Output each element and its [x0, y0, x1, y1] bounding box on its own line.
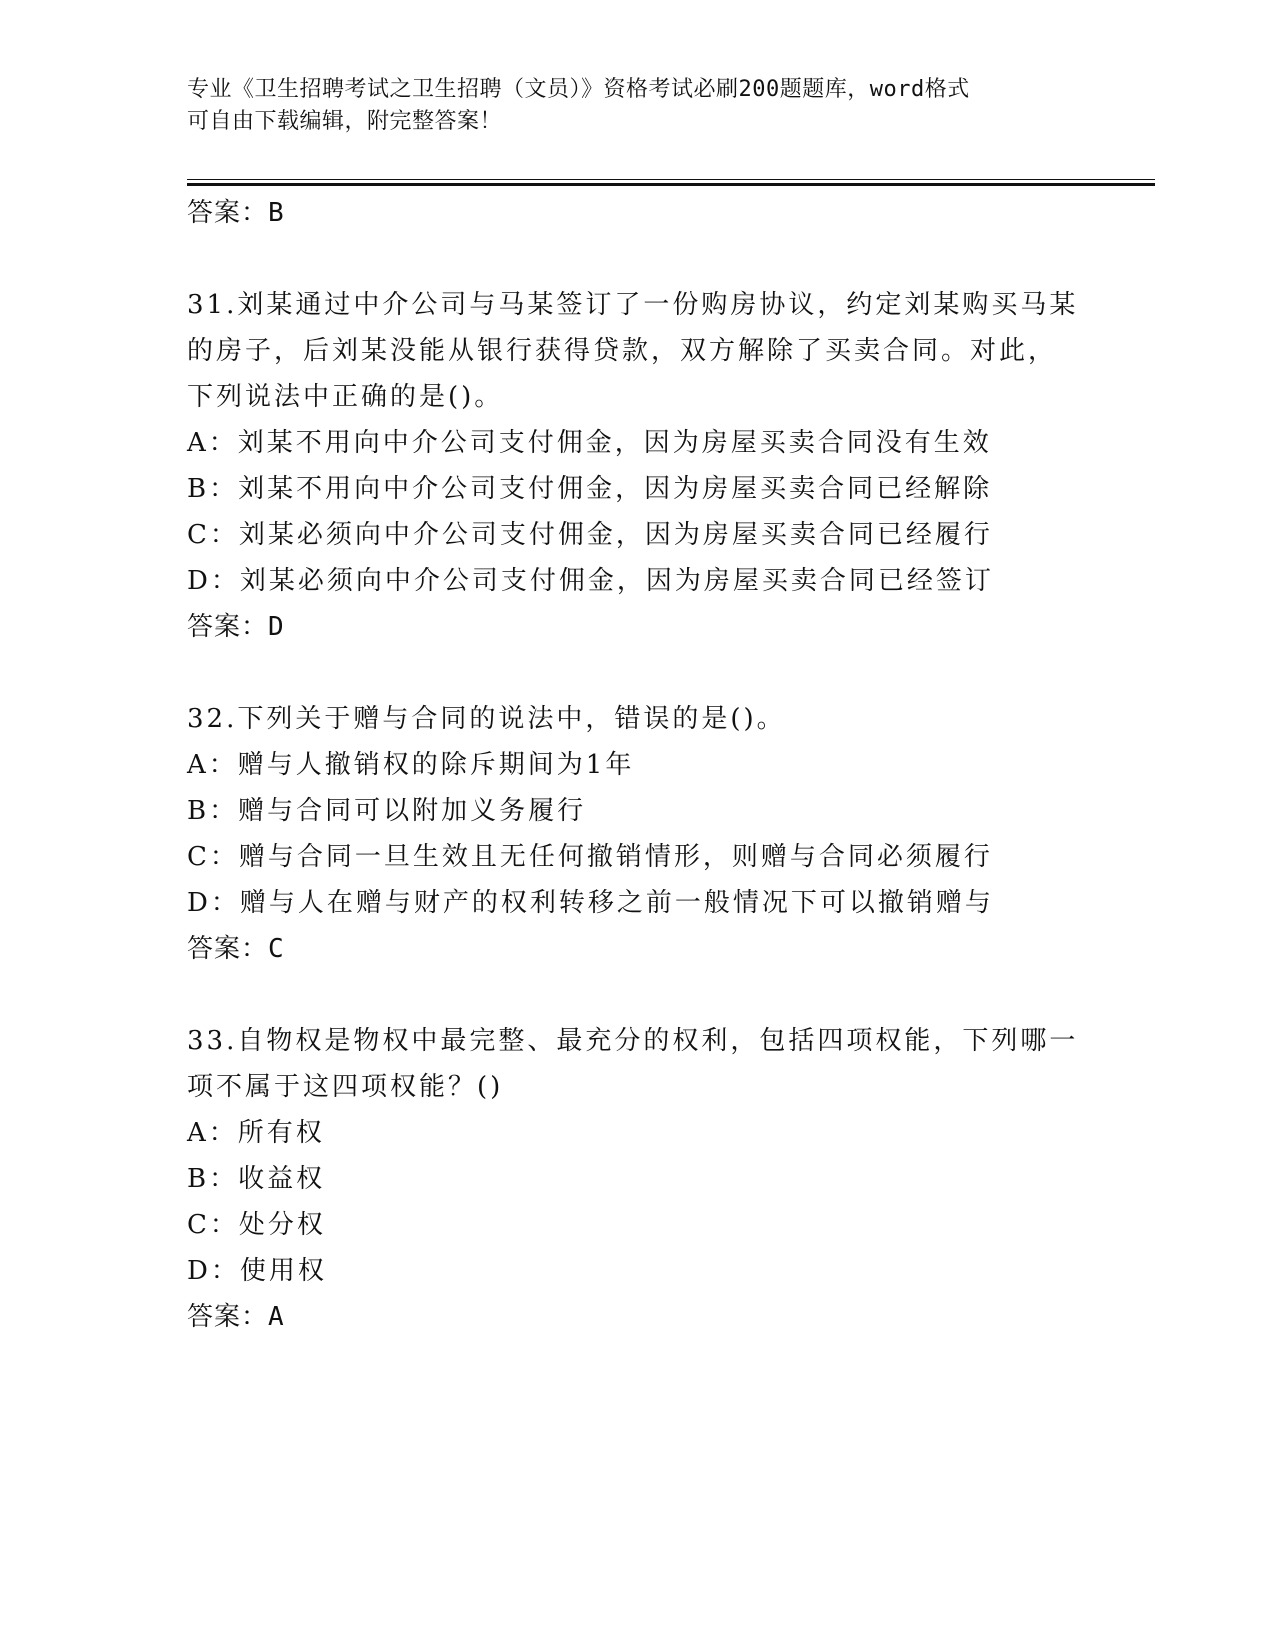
option-a: A：刘某不用向中介公司支付佣金，因为房屋买卖合同没有生效	[187, 428, 992, 458]
question-text-line: 项不属于这四项权能？()	[187, 1072, 504, 1102]
option-b: B：赠与合同可以附加义务履行	[187, 796, 587, 826]
option-c: C：处分权	[187, 1210, 326, 1240]
question-text-line: 的房子，后刘某没能从银行获得贷款，双方解除了买卖合同。对此，	[187, 336, 1058, 366]
question-text-line: 33.自物权是物权中最完整、最充分的权利，包括四项权能，下列哪一	[187, 1026, 1079, 1056]
header-divider-thin	[187, 179, 1155, 180]
document-header	[187, 74, 1087, 138]
header-divider-thick	[187, 183, 1155, 186]
answer-line: 答案：D	[187, 612, 285, 642]
question-31	[187, 282, 1087, 650]
option-a: A：赠与人撤销权的除斥期间为1年	[187, 750, 635, 780]
question-text-line: 31.刘某通过中介公司与马某签订了一份购房协议，约定刘某购买马某	[187, 290, 1079, 320]
question-text-line: 32.下列关于赠与合同的说法中，错误的是()。	[187, 704, 786, 734]
option-d: D：赠与人在赠与财产的权利转移之前一般情况下可以撤销赠与	[187, 888, 994, 918]
document-body	[187, 190, 1087, 1340]
previous-answer: 答案：B	[187, 198, 285, 228]
answer-line: 答案：C	[187, 934, 285, 964]
option-a: A：所有权	[187, 1118, 325, 1148]
option-c: C：赠与合同一旦生效且无任何撤销情形，则赠与合同必须履行	[187, 842, 993, 872]
option-b: B：刘某不用向中介公司支付佣金，因为房屋买卖合同已经解除	[187, 474, 993, 504]
question-text-line: 下列说法中正确的是()。	[187, 382, 504, 412]
question-33	[187, 1018, 1087, 1340]
option-c: C：刘某必须向中介公司支付佣金，因为房屋买卖合同已经履行	[187, 520, 993, 550]
header-line-2: 可自由下载编辑，附完整答案！	[187, 109, 503, 134]
option-b: B：收益权	[187, 1164, 326, 1194]
question-32	[187, 696, 1087, 972]
option-d: D：使用权	[187, 1256, 327, 1286]
header-line-1: 专业《卫生招聘考试之卫生招聘（文员）》资格考试必刷200题题库，word格式	[187, 77, 970, 102]
option-d: D：刘某必须向中介公司支付佣金，因为房屋买卖合同已经签订	[187, 566, 994, 596]
answer-line: 答案：A	[187, 1302, 285, 1332]
